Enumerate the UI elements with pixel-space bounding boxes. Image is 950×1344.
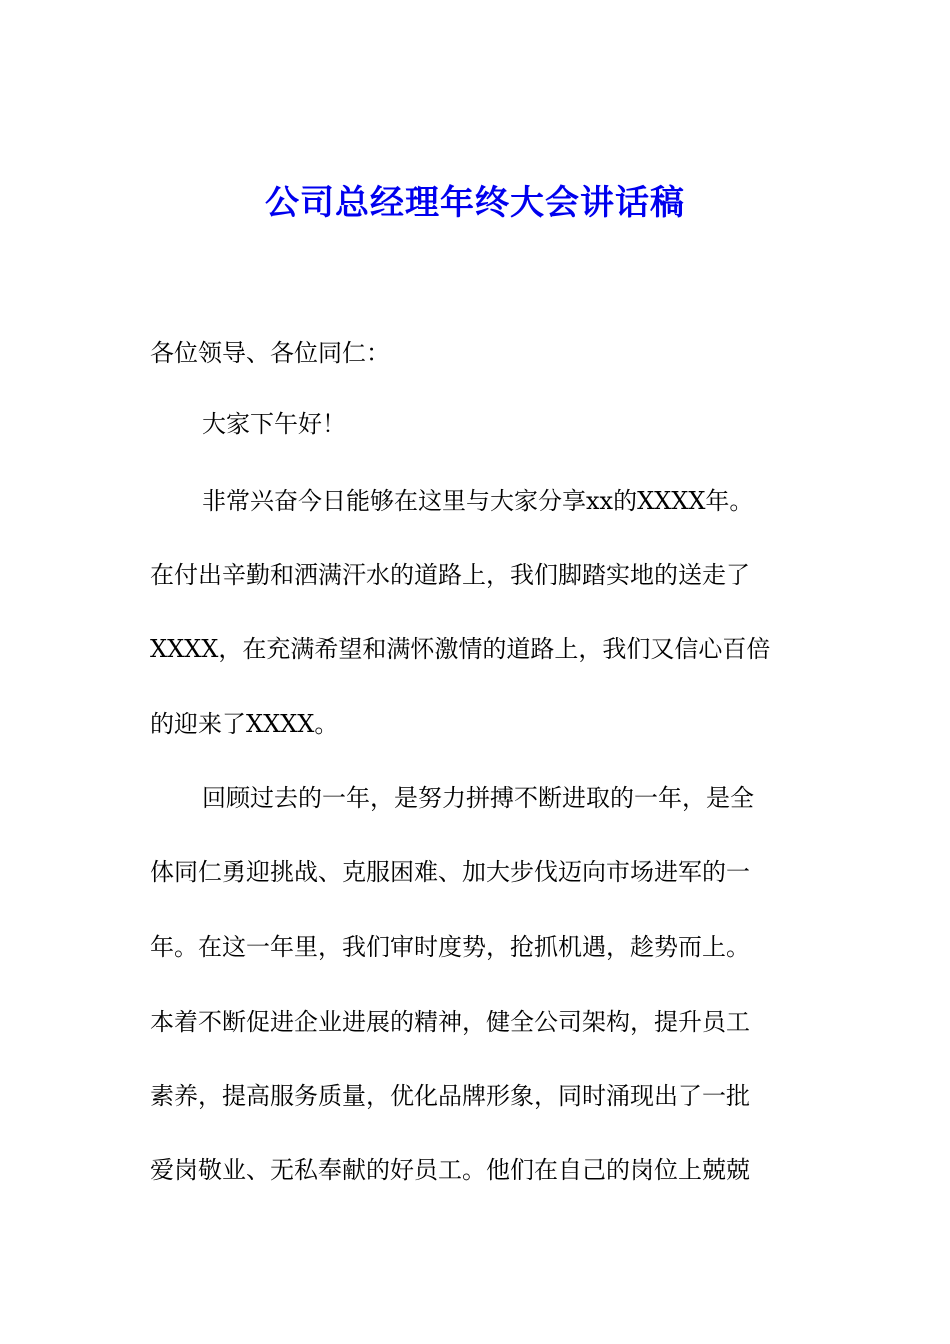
- greeting-line: 大家下午好！: [202, 410, 346, 438]
- body-line: 体同仁勇迎挑战、克服困难、加大步伐迈向市场进军的一: [150, 858, 750, 886]
- body-line: XXXX，在充满希望和满怀激情的道路上，我们又信心百倍: [150, 635, 771, 663]
- body-line: 非常兴奋今日能够在这里与大家分享xx的XXXX年。: [202, 487, 754, 515]
- body-line: 年。在这一年里，我们审时度势，抢抓机遇，趁势而上。: [150, 933, 750, 961]
- body-line: 素养，提高服务质量，优化品牌形象，同时涌现出了一批: [150, 1082, 750, 1110]
- body-line: 本着不断促进企业进展的精神，健全公司架构，提升员工: [150, 1008, 750, 1036]
- body-line: 在付出辛勤和洒满汗水的道路上，我们脚踏实地的送走了: [150, 561, 750, 589]
- salutation-line: 各位领导、各位同仁：: [150, 339, 390, 367]
- body-line: 爱岗敬业、无私奉献的好员工。他们在自己的岗位上兢兢: [150, 1156, 750, 1184]
- body-line: 的迎来了XXXX。: [150, 710, 339, 738]
- document-title: 公司总经理年终大会讲话稿: [265, 183, 685, 223]
- body-line: 回顾过去的一年，是努力拼搏不断进取的一年，是全: [202, 784, 754, 812]
